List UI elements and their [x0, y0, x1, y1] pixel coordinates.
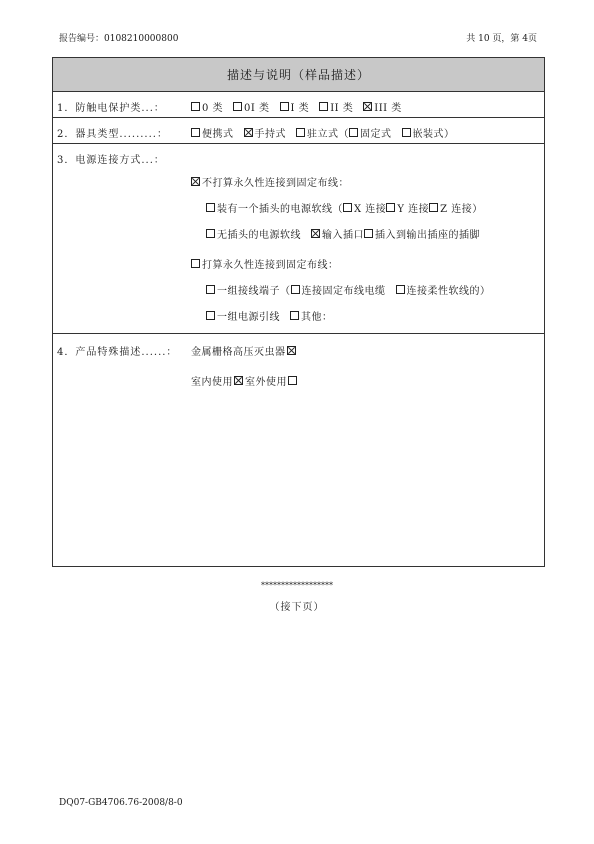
checkbox-flexible-cord[interactable]	[396, 285, 405, 294]
outdoor-label: 室外使用	[245, 377, 287, 388]
checkbox-built-in[interactable]	[402, 128, 411, 137]
option-label: 0 类	[202, 103, 224, 114]
option-label: 打算永久性连接到固定布线：	[202, 260, 339, 271]
option-label: 输入插口	[322, 230, 364, 241]
checkbox-class-0[interactable]	[191, 102, 200, 111]
option-label: 无插头的电源软线	[217, 230, 301, 241]
power-connection-label: 3．电源连接方式...：	[57, 155, 165, 166]
continued-note: （接下页）	[269, 602, 325, 613]
checkbox-terminals[interactable]	[206, 285, 215, 294]
option-label: 连接固定布线电缆	[301, 286, 386, 297]
option-label: III 类	[374, 103, 402, 114]
option-label: 插入到输出插座的插脚	[375, 230, 480, 241]
protection-class-options	[191, 99, 402, 114]
checkbox-other[interactable]	[290, 311, 299, 320]
option-label: 嵌装式）	[412, 129, 455, 140]
checkbox-outdoor[interactable]	[288, 376, 297, 385]
option-label: 便携式	[202, 129, 234, 140]
option-label: Z 连接）	[440, 204, 483, 215]
checkbox-fixed-cable[interactable]	[291, 285, 300, 294]
checkbox-plug-cord[interactable]	[206, 203, 215, 212]
not-permanent-line	[191, 174, 349, 189]
page-info: 共 10 页，第 4页	[466, 34, 537, 44]
checkbox-class-ii[interactable]	[319, 102, 328, 111]
checkbox-handheld[interactable]	[244, 128, 253, 137]
feature-text: 金属栅格高压灭虫器	[191, 347, 286, 358]
checkbox-inlet[interactable]	[311, 229, 320, 238]
report-number: 报告编号：0108210000800	[59, 34, 179, 44]
checkbox-x-attach[interactable]	[343, 203, 352, 212]
indoor-label: 室内使用	[191, 377, 233, 388]
option-label: 其他：	[301, 312, 333, 323]
option-label: X 连接	[354, 204, 387, 215]
checkbox-feature[interactable]	[287, 346, 296, 355]
special-description-label: 4．产品特殊描述......：	[57, 347, 178, 358]
terminals-line	[206, 282, 491, 297]
feature-line	[191, 343, 298, 358]
table-title: 描述与说明（样品描述）	[53, 58, 544, 92]
option-label: 手持式	[254, 129, 286, 140]
protection-class-label: 1．防触电保护类...：	[57, 103, 165, 114]
checkbox-class-0i[interactable]	[233, 102, 242, 111]
option-label: 不打算永久性连接到固定布线：	[202, 178, 349, 189]
checkbox-plug-pins[interactable]	[364, 229, 373, 238]
end-marks: ******************	[261, 581, 333, 590]
leads-line	[206, 308, 333, 323]
checkbox-leads[interactable]	[206, 311, 215, 320]
option-label: I 类	[290, 103, 310, 114]
checkbox-z-attach[interactable]	[429, 203, 438, 212]
row-power-connection	[53, 144, 544, 334]
option-label: 连接柔性软线的）	[406, 286, 491, 297]
option-label: 一组接线端子（	[217, 286, 291, 297]
option-label: II 类	[330, 103, 354, 114]
checkbox-class-i[interactable]	[280, 102, 289, 111]
checkbox-indoor[interactable]	[234, 376, 243, 385]
plug-cord-line	[206, 200, 483, 215]
appliance-type-label: 2．器具类型.........：	[57, 129, 168, 140]
checkbox-permanent[interactable]	[191, 259, 200, 268]
no-plug-cord-line	[206, 226, 480, 241]
option-label: Y 连接	[397, 204, 430, 215]
checkbox-not-permanent[interactable]	[191, 177, 200, 186]
appliance-type-options	[191, 125, 455, 140]
usage-line	[191, 373, 299, 388]
option-label: 驻立式（	[307, 129, 349, 140]
option-label: 0I 类	[244, 103, 270, 114]
row-appliance-type	[53, 118, 544, 144]
option-label: 装有一个插头的电源软线（	[217, 204, 343, 215]
checkbox-fixed[interactable]	[349, 128, 358, 137]
permanent-line	[191, 256, 339, 271]
option-label: 固定式	[360, 129, 392, 140]
footer-code: DQ07-GB4706.76-2008/8-0	[59, 798, 183, 808]
option-label: 一组电源引线	[217, 312, 280, 323]
checkbox-no-plug-cord[interactable]	[206, 229, 215, 238]
row-protection-class	[53, 92, 544, 118]
checkbox-class-iii[interactable]	[363, 102, 372, 111]
checkbox-stationary[interactable]	[296, 128, 305, 137]
checkbox-portable[interactable]	[191, 128, 200, 137]
sample-description-table	[52, 57, 545, 567]
checkbox-y-attach[interactable]	[386, 203, 395, 212]
row-special-description	[53, 334, 544, 550]
